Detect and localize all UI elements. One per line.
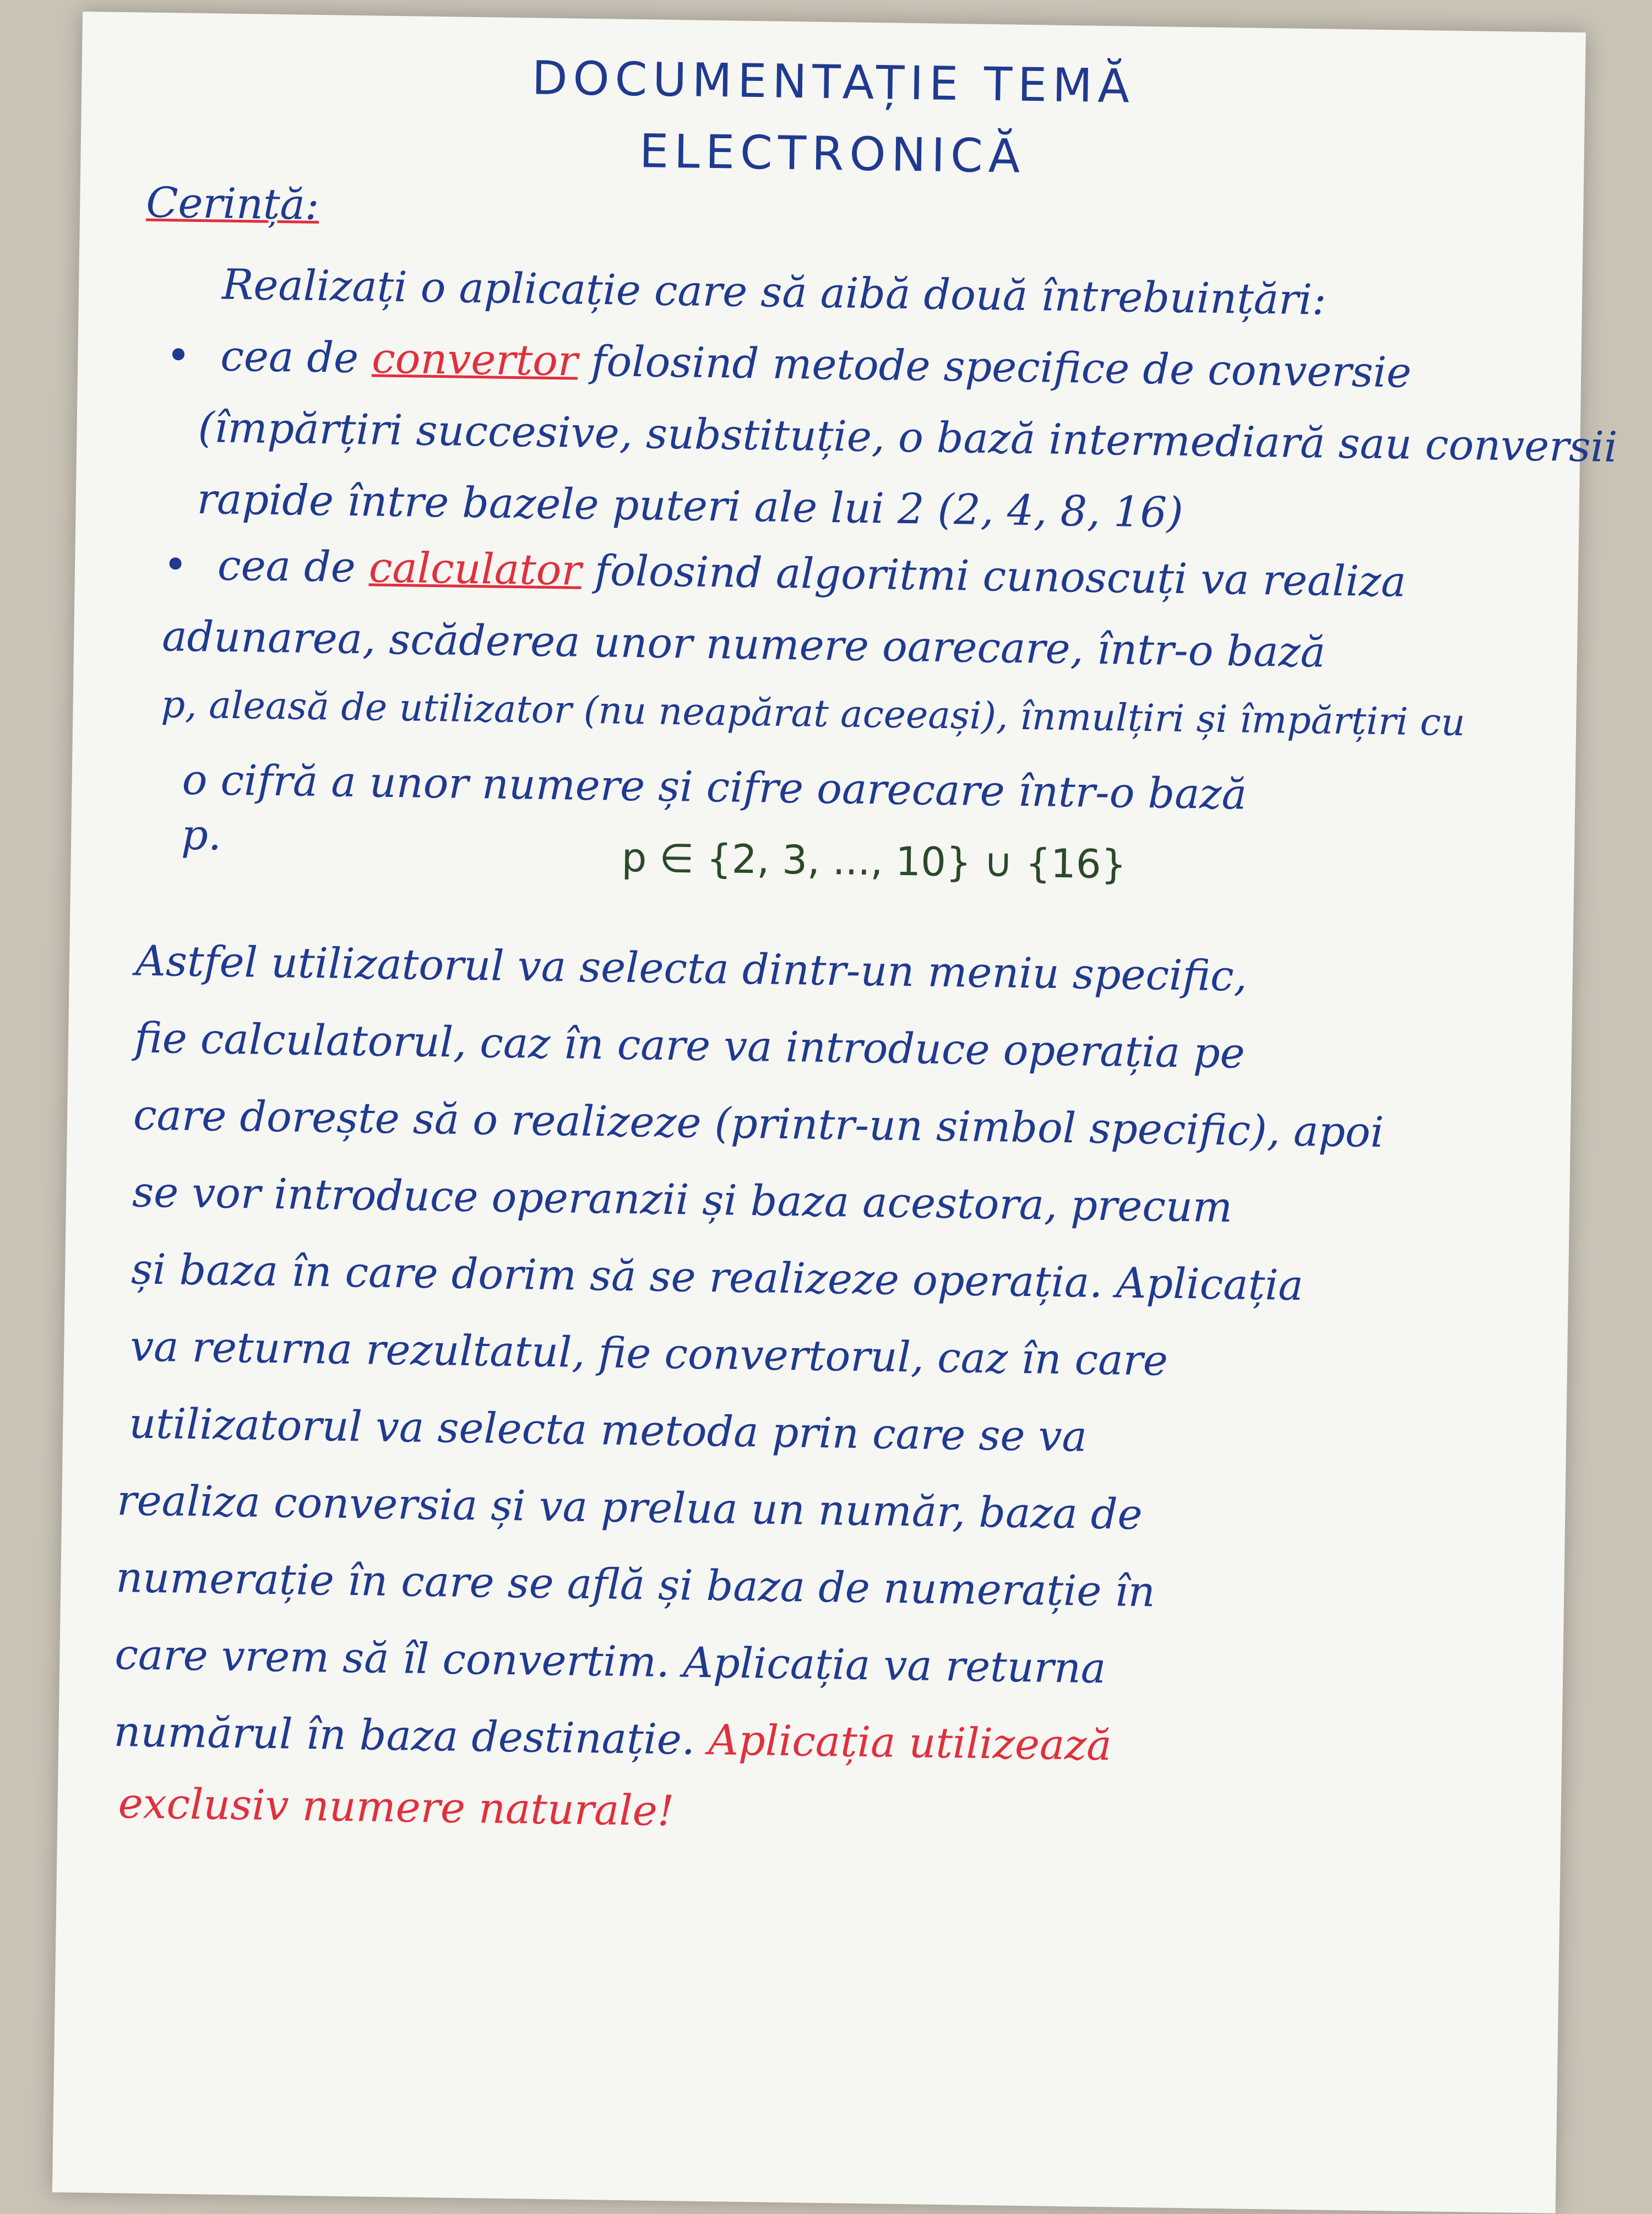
bullet-2-line-5: p. — [181, 810, 222, 860]
bullet-2-line-2: adunarea, scăderea unor numere oarecare, într-o bază — [161, 611, 1326, 677]
paragraph-line-last — [113, 1708, 1112, 1768]
bullet-1-line-2: (împărțiri succesive, substituție, o bază intermediară sau conversii — [197, 402, 1618, 471]
paragraph-line: care vrem să îl convertim. Aplicația va returna — [114, 1630, 1106, 1693]
paragraph-line: Astfel utilizatorul va selecta dintr-un meniu specific, — [135, 936, 1248, 1001]
keyword-convertor: convertor — [371, 333, 578, 386]
bullet-dot-icon: • — [162, 540, 188, 589]
paragraph-line: utilizatorul va selecta metoda prin care se va — [128, 1398, 1088, 1461]
paragraph-line: se vor introduce operanzii și baza acestora, precum — [132, 1167, 1233, 1232]
keyword-calculator: calculator — [368, 542, 582, 595]
note-red-part-2: exclusiv numere naturale! — [118, 1778, 675, 1836]
note-red-part-1: Aplicația utilizează — [708, 1715, 1112, 1770]
paragraph-line: care dorește să o realizeze (printr-un simbol specific), apoi — [133, 1090, 1384, 1157]
requirement-label: Cerință: — [145, 177, 320, 229]
bullet-dot-icon: • — [165, 330, 191, 380]
intro-line: Realizați o aplicație care să aibă două întrebuințări: — [221, 259, 1327, 324]
base-set-formula: p ∈ {2, 3, ..., 10} ∪ {16} — [621, 834, 1127, 888]
paragraph-line: va returna rezultatul, fie convertorul, caz în care — [129, 1321, 1169, 1385]
bullet-2-prefix: cea de — [217, 540, 356, 592]
bullet-2-line-4: o cifră a unor numere și cifre oarecare într-o bază — [182, 755, 1247, 819]
paragraph-last-text: numărul în baza destinație. — [113, 1707, 695, 1764]
paragraph-line: realiza conversia și va prelua un număr, baza de — [116, 1475, 1143, 1539]
bullet-1-rest: folosind metode specifice de conversie — [590, 336, 1412, 397]
handwritten-page — [52, 12, 1618, 2213]
bullet-2-rest: folosind algoritmi cunoscuți va realiza — [594, 546, 1406, 606]
bullet-1-line-3: rapide între bazele puteri ale lui 2 (2, 4, 8, 16) — [197, 474, 1184, 537]
bullet-1-prefix: cea de — [220, 331, 359, 382]
paragraph-line: și baza în care dorim să se realizeze operația. Aplicația — [131, 1244, 1304, 1310]
paragraph-line: numerație în care se află și baza de numerație în — [115, 1553, 1156, 1616]
bullet-1-line-1 — [166, 332, 1412, 395]
bullet-2-line-1 — [163, 541, 1406, 605]
title-line-1: DOCUMENTAȚIE TEMĂ — [531, 51, 1135, 113]
paragraph-line: fie calculatorul, caz în care va introduce operația pe — [134, 1013, 1246, 1078]
bullet-2-line-3: p, aleasă de utilizator (nu neapărat aceeași), înmulțiri și împărțiri cu — [161, 683, 1466, 745]
title-line-2: ELECTRONICĂ — [639, 124, 1026, 183]
